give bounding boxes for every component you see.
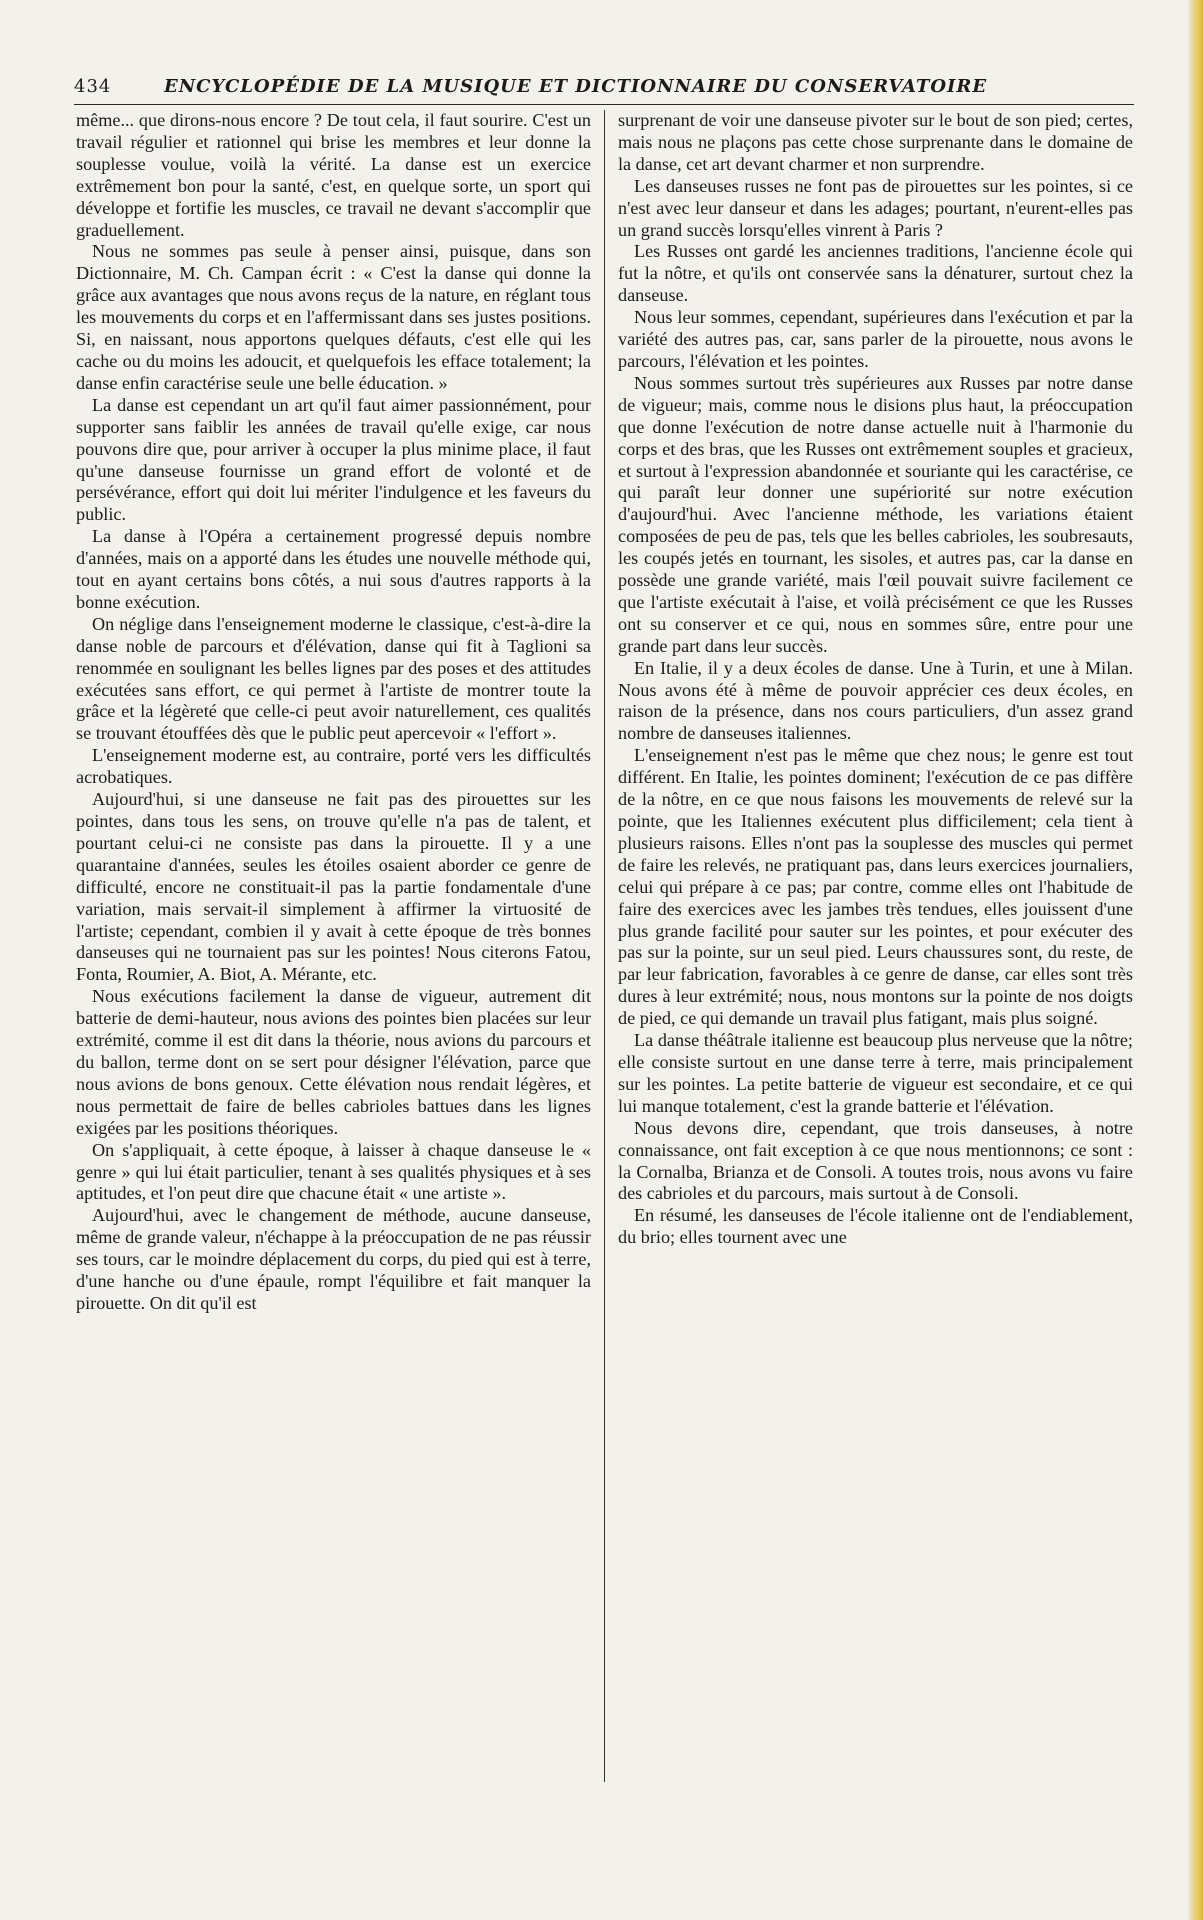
paragraph: Aujourd'hui, avec le changement de méthode, aucune danseuse, même de grande valeur, n'échappe à la préoccupation de ne pas réussir ses tours, car le moindre déplacement du corps, du pied qui est à terre, d'une hanche ou d'une épaule, rompt l'équilibre et fait manquer la pirouette. On dit qu'il est <box>76 1205 591 1313</box>
paragraph: En Italie, il y a deux écoles de danse. Une à Turin, et une à Milan. Nous avons été à même de pouvoir apprécier ces deux écoles, en raison de la présence, dans nos cours particuliers, d'un assez grand nombre de danseuses italiennes. <box>618 657 1133 744</box>
page-edge <box>1187 0 1203 1920</box>
column-divider <box>604 110 605 1782</box>
paragraph: Les Russes ont gardé les anciennes traditions, l'ancienne école qui fut la nôtre, et qu'ils ont conservée sans la dénaturer, surtout chez la danseuse. <box>618 241 1133 306</box>
paragraph: surprenant de voir une danseuse pivoter sur le bout de son pied; certes, mais nous ne plaçons pas cette chose surprenante dans le domaine de la danse, cet art devant charmer et non surprendre. <box>618 110 1133 174</box>
paragraph: Nous devons dire, cependant, que trois danseuses, à notre connaissance, ont fait exception à ce que nous mentionnons; ce sont : la Cornalba, Brianza et de Consoli. A toutes trois, nous avons vu faire des cabrioles et du parcours, mais surtout à de Consoli. <box>618 1117 1133 1204</box>
paragraph: L'enseignement n'est pas le même que chez nous; le genre est tout différent. En Italie, les pointes dominent; l'exécution de ce pas diffère de la nôtre, en ce que nous faisons les mouvements de relevé sur la pointe, que les Italiennes exécutent plus difficilement; cela tient à plusieurs raisons. Elles n'ont pas la souplesse des muscles qui permet de faire les relevés, ne pratiquant pas, dans leurs exercices journaliers, celui qui prépare à ce pas; par contre, comme elles ont l'habitude de faire des exercices avec les jambes très tendues, elles jouissent d'une plus grande facilité pour sauter sur les pointes, et pour exécuter des pas sur la pointe, sur un seul pied. Leurs chaussures sont, du reste, de par leur fabrication, favorables à ce genre de danse, car elles sont très dures à leur extrémité; nous, nous montons sur la pointe de nos doigts de pied, ce qui demande un travail plus fatigant, mais plus soigné. <box>618 745 1133 1029</box>
paragraph: En résumé, les danseuses de l'école italienne ont de l'endiablement, du brio; elles tournent avec une <box>618 1205 1133 1248</box>
page-number: 434 <box>74 76 112 97</box>
paragraph: Nous leur sommes, cependant, supérieures dans l'exécution et par la variété des autres pas, car, sans parler de la pirouette, nous avons le parcours, l'élévation et les pointes. <box>618 307 1133 371</box>
paragraph: Nous sommes surtout très supérieures aux Russes par notre danse de vigueur; mais, comme nous le disions plus haut, la préoccupation que donne l'exécution de notre danse actuelle nuit à l'harmonie du corps et des bras, que les Russes ont extrêmement souples et gracieux, et surtout à l'expression abandonnée et souriante qui les caractérise, ce qui paraît leur donner une supériorité sur notre exécution d'aujourd'hui. Avec l'ancienne méthode, les variations étaient composées de peu de pas, tels que les belles cabrioles, les soubresauts, les coupés jetés en tournant, les sisoles, et autres pas, car la danse en possède une grande variété, mais l'œil pouvait suivre facilement ce que l'artiste exécutait à l'aise, et voilà précisément ce que les Russes ont su conserver et ce qui, nous en sommes sûre, entre pour une grande part dans leur succès. <box>618 372 1133 656</box>
right-column <box>618 110 1133 1900</box>
running-title: ENCYCLOPÉDIE DE LA MUSIQUE ET DICTIONNAIRE DU CONSERVATOIRE <box>164 76 988 97</box>
paragraph: Nous exécutions facilement la danse de vigueur, autrement dit batterie de demi-hauteur, nous avions des pointes bien placées sur leur extrémité, comme il est dit dans la théorie, nous avions du parcours et du ballon, terme dont on se sert pour désigner l'élévation, parce que nous avions de bons genoux. Cette élévation nous rendait légères, et nous permettait de faire de belles cabrioles battues dans les lignes exigées par les positions théoriques. <box>76 986 591 1138</box>
page-header <box>74 76 1134 97</box>
paragraph: On néglige dans l'enseignement moderne le classique, c'est-à-dire la danse noble de parcours et d'élévation, danse qui fit à Taglioni sa renommée en soulignant les belles lignes par des poses et des attitudes exécutées sans effort, ce qui permet à l'artiste de montrer toute la grâce et la légèreté que celle-ci peut avoir naturellement, ces qualités se trouvant étouffées dès que le public peut apercevoir « l'effort ». <box>76 613 591 744</box>
paragraph: Aujourd'hui, si une danseuse ne fait pas des pirouettes sur les pointes, dans tous les sens, on trouve qu'elle n'a pas de talent, et pourtant celui-ci ne consiste pas dans la pirouette. Il y a une quarantaine d'années, seules les étoiles osaient aborder ce genre de difficulté, encore ne constituait-il pas la partie fondamentale d'une variation, mais servait-il simplement à affirmer la virtuosité de l'artiste; cependant, combien il y avait à cette époque de très bonnes danseuses qui ne tournaient pas sur les pointes! Nous citerons Fatou, Fonta, Roumier, A. Biot, A. Mérante, etc. <box>76 789 591 985</box>
paragraph: L'enseignement moderne est, au contraire, porté vers les difficultés acrobatiques. <box>76 745 591 788</box>
paragraph: On s'appliquait, à cette époque, à laisser à chaque danseuse le « genre » qui lui était particulier, tenant à ses qualités physiques et à ses aptitudes, et l'on peut dire que chacune était « une artiste ». <box>76 1139 591 1204</box>
paragraph: Les danseuses russes ne font pas de pirouettes sur les pointes, si ce n'est avec leur danseur et dans les adages; pourtant, n'eurent-elles pas un grand succès lorsqu'elles vinrent à Paris ? <box>618 175 1133 240</box>
header-rule <box>74 104 1134 105</box>
paragraph: La danse théâtrale italienne est beaucoup plus nerveuse que la nôtre; elle consiste surtout en une danse terre à terre, mais principalement sur les pointes. La petite batterie de vigueur est secondaire, et ce qui lui manque totalement, c'est la grande batterie et l'élévation. <box>618 1030 1133 1116</box>
paragraph: La danse est cependant un art qu'il faut aimer passionnément, pour supporter sans faiblir les années de travail qu'elle exige, car nous pouvons dire que, pour arriver à occuper la plus minime place, il faut qu'une danseuse fournisse un grand effort de volonté et de persévérance, effort qui doit lui mériter l'indulgence et les faveurs du public. <box>76 394 591 525</box>
paragraph: Nous ne sommes pas seule à penser ainsi, puisque, dans son Dictionnaire, M. Ch. Campan écrit : « C'est la danse qui donne la grâce aux avantages que nous avons reçus de la nature, en réglant tous les mouvements du corps et en l'affermissant dans ses justes positions. Si, en naissant, nous apportons quelques défauts, c'est elle qui les cache ou du moins les adoucit, et quelquefois les efface totalement; la danse enfin caractérise seule une belle éducation. » <box>76 241 591 393</box>
paragraph: même... que dirons-nous encore ? De tout cela, il faut sourire. C'est un travail régulier et rationnel qui brise les membres et leur donne la souplesse voulue, voilà la vérité. La danse est un exercice extrêmement bon pour la santé, c'est, en quelque sorte, un sport qui développe et fortifie les muscles, ce travail ne devant s'accomplir que graduellement. <box>76 110 591 240</box>
left-column <box>76 110 591 1900</box>
paragraph: La danse à l'Opéra a certainement progressé depuis nombre d'années, mais on a apporté dans les études une nouvelle méthode qui, tout en ayant certains bons côtés, a nui sous d'autres rapports à la bonne exécution. <box>76 526 591 612</box>
